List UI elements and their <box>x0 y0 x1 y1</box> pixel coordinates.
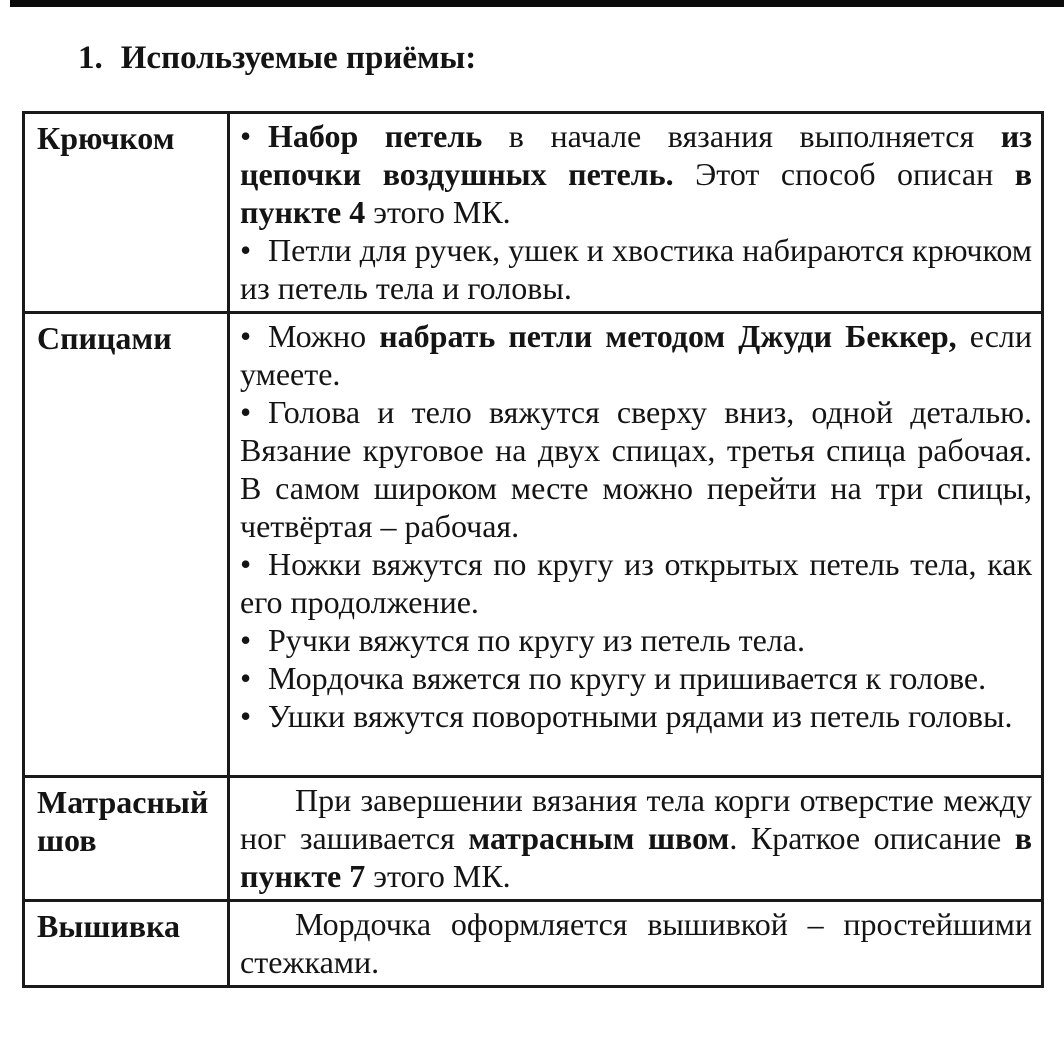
table-row <box>24 901 1043 987</box>
bold-text: набрать петли методом Джуди Беккер, <box>379 318 957 354</box>
bullet-item: • Голова и тело вяжутся сверху вниз, одной деталью. Вязание круговое на двух спицах, третья спица рабочая. В самом широком месте можно перейти на три спицы, четвёртая – рабочая. <box>240 394 1032 544</box>
bullet-item: • Набор петель в начале вязания выполняется из цепочки воздушных петель. Этот способ описан в пункте 4 этого МК. <box>240 118 1033 230</box>
technique-description-cell <box>229 901 1043 987</box>
bullet-icon: • <box>240 318 252 354</box>
technique-name-cell: Вышивка <box>24 901 229 987</box>
bullet-icon: • <box>240 546 252 582</box>
bullet-item: • Ушки вяжутся поворотными рядами из петель головы. <box>240 698 1013 734</box>
bullet-icon: • <box>240 394 252 430</box>
bullet-item: • Ножки вяжутся по кругу из открытых петель тела, как его продолжение. <box>240 546 1032 620</box>
bullet-icon: • <box>240 698 252 734</box>
bullet-icon: • <box>240 232 252 268</box>
heading-number: 1. <box>78 40 103 76</box>
bullet-item: • Можно набрать петли методом Джуди Беккер, если умеете. <box>240 318 1033 392</box>
paragraph: Мордочка оформляется вышивкой – простейшими стежками. <box>240 906 1032 980</box>
bold-text: в пункте 7 <box>240 820 1033 894</box>
techniques-table-body <box>24 113 1043 987</box>
scan-edge-bar <box>10 0 1064 7</box>
bullet-item: • Ручки вяжутся по кругу из петель тела. <box>240 622 805 658</box>
bullet-icon: • <box>240 118 252 154</box>
technique-name-cell: Спицами <box>24 313 229 777</box>
bullet-icon: • <box>240 622 252 658</box>
bullet-item: • Мордочка вяжется по кругу и пришивается к голове. <box>240 660 987 696</box>
bold-text: из цепочки воздушных петель. <box>240 118 1033 192</box>
table-row <box>24 777 1043 901</box>
technique-description-cell <box>229 777 1043 901</box>
technique-name-cell: Крючком <box>24 113 229 313</box>
bullet-item: • Петли для ручек, ушек и хвостика набираются крючком из петель тела и головы. <box>240 232 1032 306</box>
bullet-icon: • <box>240 660 252 696</box>
techniques-table <box>22 111 1044 988</box>
table-row <box>24 113 1043 313</box>
paragraph: При завершении вязания тела корги отверстие между ног зашивается матрасным швом. Краткое описание в пункте 7 этого МК. <box>240 782 1033 894</box>
section-heading <box>78 40 476 76</box>
heading-title: Используемые приёмы: <box>120 40 477 76</box>
bold-text: матрасным швом <box>468 820 730 856</box>
bold-text: Набор петель <box>268 118 483 154</box>
technique-description-cell <box>229 113 1043 313</box>
bold-text: в пункте 4 <box>240 156 1033 230</box>
technique-name-cell: Матрасный шов <box>24 777 229 901</box>
technique-description-cell <box>229 313 1043 777</box>
table-row <box>24 313 1043 777</box>
